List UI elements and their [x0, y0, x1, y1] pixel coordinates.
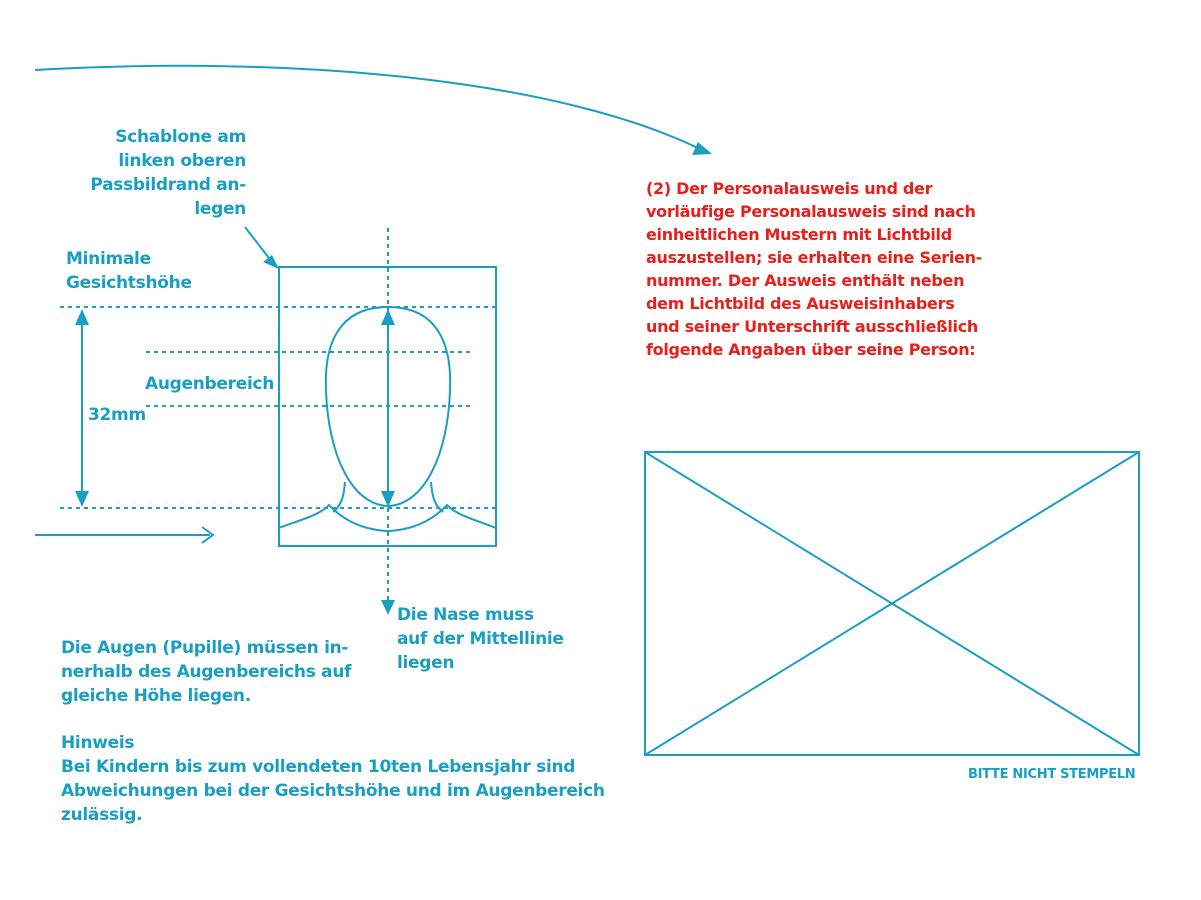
measure-label: 32mm	[88, 405, 146, 425]
law-text: (2) Der Personalausweis und der vorläufige Personalausweis sind nach einheitlichen Mustern mit Lichtbild auszustellen; sie erhalten eine Serien- nummer. Der Ausweis enthält neben dem Lichtbild des Ausweisinhabers und seiner Unterschrift ausschließlich folgende Angaben über seine Person:	[646, 179, 983, 359]
template-note: Schablone am linken oberen Passbildrand an- legen	[90, 127, 246, 219]
template-pointer-head	[263, 255, 279, 269]
eye-area-label: Augenbereich	[145, 374, 275, 394]
hint-body: Bei Kindern bis zum vollendeten 10ten Lebensjahr sind Abweichungen bei der Gesichtshöhe und im Augenbereich zulässig.	[61, 757, 605, 825]
hint-title: Hinweis	[61, 733, 135, 753]
eyes-note: Die Augen (Pupille) müssen in- nerhalb des Augenbereichs auf gleiche Höhe liegen.	[61, 638, 352, 706]
min-face-height-label: Minimale Gesichtshöhe	[66, 249, 192, 293]
curved-arrowhead	[692, 142, 712, 155]
nose-note: Die Nase muss auf der Mittellinie liegen	[397, 605, 564, 673]
measure-arrow-up	[75, 309, 89, 325]
template-pointer	[245, 227, 272, 262]
measure-arrow-down	[75, 491, 89, 507]
no-stamp-label: BITTE NICHT STEMPELN	[968, 767, 1136, 782]
face-arrow-up	[381, 309, 395, 325]
center-line-arrowhead	[381, 600, 395, 615]
